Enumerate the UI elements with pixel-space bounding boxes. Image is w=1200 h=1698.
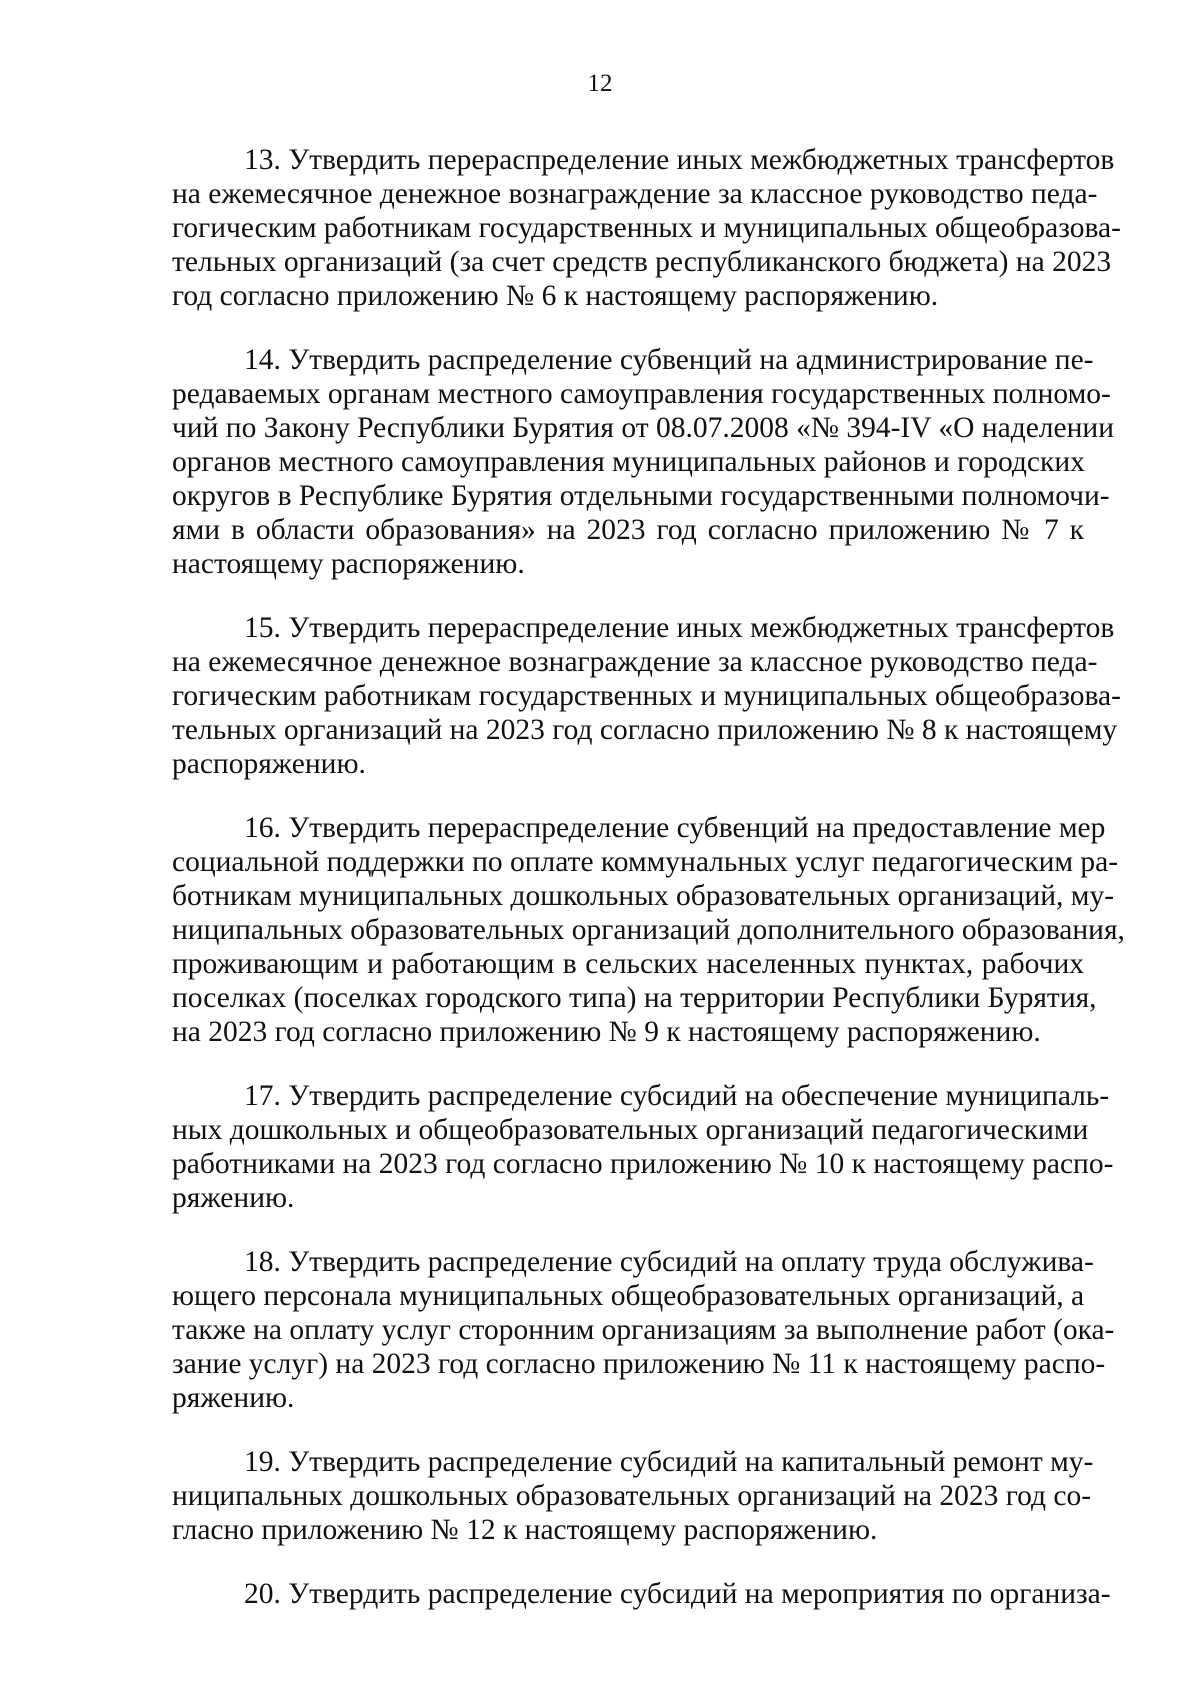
text-line: распоряжению.	[172, 748, 366, 780]
text-line: тельных организаций на 2023 год согласно приложению № 8 к настоящему	[172, 714, 1118, 746]
text-line: на ежемесячное денежное вознаграждение за классное руководство педа-	[172, 646, 1098, 678]
text-line: поселках (поселках городского типа) на территории Республики Бурятия,	[172, 982, 1097, 1014]
text-line: год согласно приложению № 6 к настоящему распоряжению.	[172, 280, 939, 312]
text-line: 19. Утвердить распределение субсидий на капитальный ремонт му-	[244, 1446, 1094, 1478]
text-line: 15. Утвердить перераспределение иных межбюджетных трансфертов	[244, 612, 1115, 644]
text-line: ниципальных образовательных организаций дополнительного образования,	[172, 914, 1125, 946]
text-line: ных дошкольных и общеобразовательных организаций педагогическими	[172, 1114, 1089, 1146]
text-line: 13. Утвердить перераспределение иных межбюджетных трансфертов	[244, 144, 1115, 176]
text-line: гогическим работникам государственных и муниципальных общеобразова-	[172, 680, 1121, 712]
paragraph-16	[172, 811, 1125, 1049]
text-line: на 2023 год согласно приложению № 9 к настоящему распоряжению.	[172, 1016, 1041, 1048]
text-line: редаваемых органам местного самоуправления государственных полномо-	[172, 378, 1111, 410]
text-line: ниципальных дошкольных образовательных организаций на 2023 год со-	[172, 1480, 1092, 1512]
text-line: зание услуг) на 2023 год согласно приложению № 11 к настоящему распо-	[172, 1348, 1106, 1380]
paragraph-14	[172, 343, 1114, 581]
text-line: 14. Утвердить распределение субвенций на администрирование пе-	[244, 344, 1094, 376]
text-line: гласно приложению № 12 к настоящему распоряжению.	[172, 1514, 878, 1546]
page-number: 12	[587, 70, 613, 97]
text-line: ями в области образования» на 2023 год согласно приложению № 7 к	[172, 514, 1084, 546]
text-line: также на оплату услуг сторонним организациям за выполнение работ (ока-	[172, 1314, 1115, 1346]
text-line: 20. Утвердить распределение субсидий на мероприятия по организа-	[244, 1578, 1111, 1610]
text-line: на ежемесячное денежное вознаграждение за классное руководство педа-	[172, 178, 1098, 210]
text-line: работниками на 2023 год согласно приложению № 10 к настоящему распо-	[172, 1148, 1114, 1180]
text-line: 16. Утвердить перераспределение субвенций на предоставление мер	[244, 812, 1106, 844]
paragraph-19	[172, 1445, 1094, 1547]
text-line: ющего персонала муниципальных общеобразовательных организаций, а	[172, 1280, 1085, 1312]
text-line: проживающим и работающим в сельских населенных пунктах, рабочих	[172, 948, 1084, 980]
text-line: чий по Закону Республики Бурятия от 08.07.2008 «№ 394-IV «О наделении	[172, 412, 1114, 444]
document-body	[172, 143, 1125, 1641]
text-line: гогическим работникам государственных и муниципальных общеобразова-	[172, 212, 1121, 244]
text-line: ряжению.	[172, 1382, 295, 1414]
paragraph-17	[172, 1079, 1114, 1215]
text-line: тельных организаций (за счет средств республиканского бюджета) на 2023	[172, 246, 1112, 278]
text-line: ряжению.	[172, 1182, 295, 1214]
text-line: 17. Утвердить распределение субсидий на обеспечение муниципаль-	[244, 1080, 1110, 1112]
text-line: 18. Утвердить распределение субсидий на оплату труда обслужива-	[244, 1246, 1094, 1278]
text-line: органов местного самоуправления муниципальных районов и городских	[172, 446, 1085, 478]
paragraph-13	[172, 143, 1121, 313]
text-line: социальной поддержки по оплате коммунальных услуг педагогическим ра-	[172, 846, 1119, 878]
paragraph-20	[172, 1577, 1111, 1611]
paragraph-15	[172, 611, 1121, 781]
text-line: настоящему распоряжению.	[172, 548, 525, 580]
text-line: округов в Республике Бурятия отдельными государственными полномочи-	[172, 480, 1110, 512]
text-line: ботникам муниципальных дошкольных образовательных организаций, му-	[172, 880, 1115, 912]
paragraph-18	[172, 1245, 1115, 1415]
